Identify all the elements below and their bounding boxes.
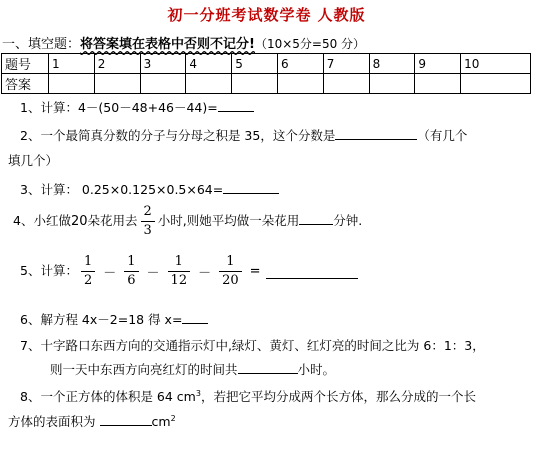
answer-cell[interactable]: [49, 74, 95, 94]
question-5-fraction: [124, 253, 138, 290]
question-5-pre: 5、计算：: [20, 263, 78, 278]
title-edition: 人教版: [317, 6, 366, 24]
question-2-tail: （有几个: [417, 128, 468, 143]
question-2-continued: [8, 151, 58, 169]
question-7: [20, 336, 485, 354]
question-8-line2-pre: 方体的表面积为: [8, 414, 96, 429]
section-label: 一、填空题：: [2, 37, 81, 52]
section-score: （10×5分=50 分）: [254, 37, 366, 51]
answer-cell[interactable]: [323, 74, 369, 94]
question-3: [20, 180, 279, 198]
answer-cell[interactable]: [94, 74, 140, 94]
question-6-blank[interactable]: [182, 310, 208, 324]
question-3-text: 3、计算： 0.25×0.125×0.5×64=: [20, 182, 224, 197]
question-number-cell: 1: [49, 54, 95, 74]
question-8-unit-superscript: 2: [170, 413, 176, 423]
fraction-denominator: 2: [83, 273, 93, 288]
question-number-cell: 10: [461, 54, 531, 74]
question-4-fraction: [141, 203, 155, 240]
question-6-text: 6、解方程 4x－2=18 得 x=: [20, 312, 183, 327]
fraction-denominator: 20: [222, 273, 239, 288]
row-header-question-number: 题号: [2, 54, 49, 74]
question-1-blank[interactable]: [218, 98, 254, 112]
answer-cell[interactable]: [186, 74, 232, 94]
question-number-cell: 2: [94, 54, 140, 74]
question-number-cell: 9: [415, 54, 461, 74]
question-7-continued: [50, 360, 335, 378]
question-number-cell: 5: [232, 54, 278, 74]
minus-sign: －: [146, 266, 160, 281]
fraction-denominator: 3: [143, 223, 152, 238]
row-header-answer: 答案: [2, 74, 49, 94]
question-3-blank[interactable]: [223, 180, 279, 194]
answer-table-number-row: [2, 54, 531, 74]
question-6: [20, 310, 208, 328]
question-8-line1-pre: 8、一个正方体的体积是 64 cm: [20, 389, 196, 404]
answer-cell[interactable]: [140, 74, 186, 94]
question-number-cell: 6: [277, 54, 323, 74]
fraction-numerator: 1: [168, 253, 191, 272]
question-7-line2-post: 小时。: [297, 362, 336, 377]
question-5-fraction: [81, 253, 95, 290]
question-4-blank[interactable]: [299, 211, 333, 225]
question-8-superscript: 3: [195, 388, 201, 398]
answer-cell[interactable]: [232, 74, 278, 94]
question-2-text: 2、一个最简真分数的分子与分母之积是 35，这个分数是: [20, 128, 336, 143]
question-1-text: 1、计算：4－(50－48+46－44)=: [20, 100, 218, 115]
question-5-fraction: [168, 253, 191, 290]
question-5: [20, 253, 358, 290]
question-number-cell: 8: [369, 54, 415, 74]
question-8-blank[interactable]: [100, 412, 152, 426]
equals-sign: =: [249, 264, 261, 279]
question-8-unit: cm: [151, 414, 171, 429]
answer-table: [1, 53, 531, 94]
question-1: [20, 98, 254, 116]
question-2: [20, 126, 467, 144]
answer-cell[interactable]: [461, 74, 531, 94]
fraction-numerator: 1: [81, 253, 95, 272]
fraction-denominator: 6: [127, 273, 136, 288]
question-2-line2: 填几个）: [8, 153, 59, 168]
question-number-cell: 4: [186, 54, 232, 74]
question-4: [13, 203, 362, 240]
fraction-numerator: 1: [219, 253, 242, 272]
answer-table-answer-row: [2, 74, 531, 94]
minus-sign: －: [103, 266, 117, 281]
question-8-continued: [8, 412, 176, 430]
answer-cell[interactable]: [277, 74, 323, 94]
question-7-line2-pre: 则一天中东西方向亮红灯的时间共: [50, 362, 238, 377]
answer-cell[interactable]: [415, 74, 461, 94]
section-heading: [2, 33, 365, 52]
question-4-number: 20: [70, 214, 88, 229]
question-number-cell: 3: [140, 54, 186, 74]
question-4-pre: 4、小红做: [13, 213, 71, 228]
title-main: 初一分班考试数学卷: [167, 6, 312, 24]
question-5-blank[interactable]: [266, 265, 358, 279]
question-4-post: 小时,则她平均做一朵花用: [157, 213, 300, 228]
question-5-fraction: [219, 253, 242, 290]
minus-sign: －: [198, 266, 212, 281]
question-8: [20, 387, 476, 405]
question-8-line1-post: ，若把它平均分成两个长方体，那么分成的一个长: [200, 389, 476, 404]
fraction-numerator: 2: [141, 203, 155, 222]
question-4-unit: 分钟.: [333, 213, 363, 228]
answer-cell[interactable]: [369, 74, 415, 94]
question-2-blank[interactable]: [335, 126, 417, 140]
question-number-cell: 7: [323, 54, 369, 74]
question-7-blank[interactable]: [238, 360, 298, 374]
exam-title: [0, 4, 533, 25]
fraction-numerator: 1: [124, 253, 138, 272]
question-4-mid: 朵花用去: [87, 213, 138, 228]
section-warning: 将答案填在表格中否则不记分!: [80, 37, 255, 52]
fraction-denominator: 12: [170, 273, 188, 288]
question-7-line1: 7、十字路口东西方向的交通指示灯中,绿灯、黄灯、红灯亮的时间之比为 6：1：3，: [20, 338, 485, 353]
